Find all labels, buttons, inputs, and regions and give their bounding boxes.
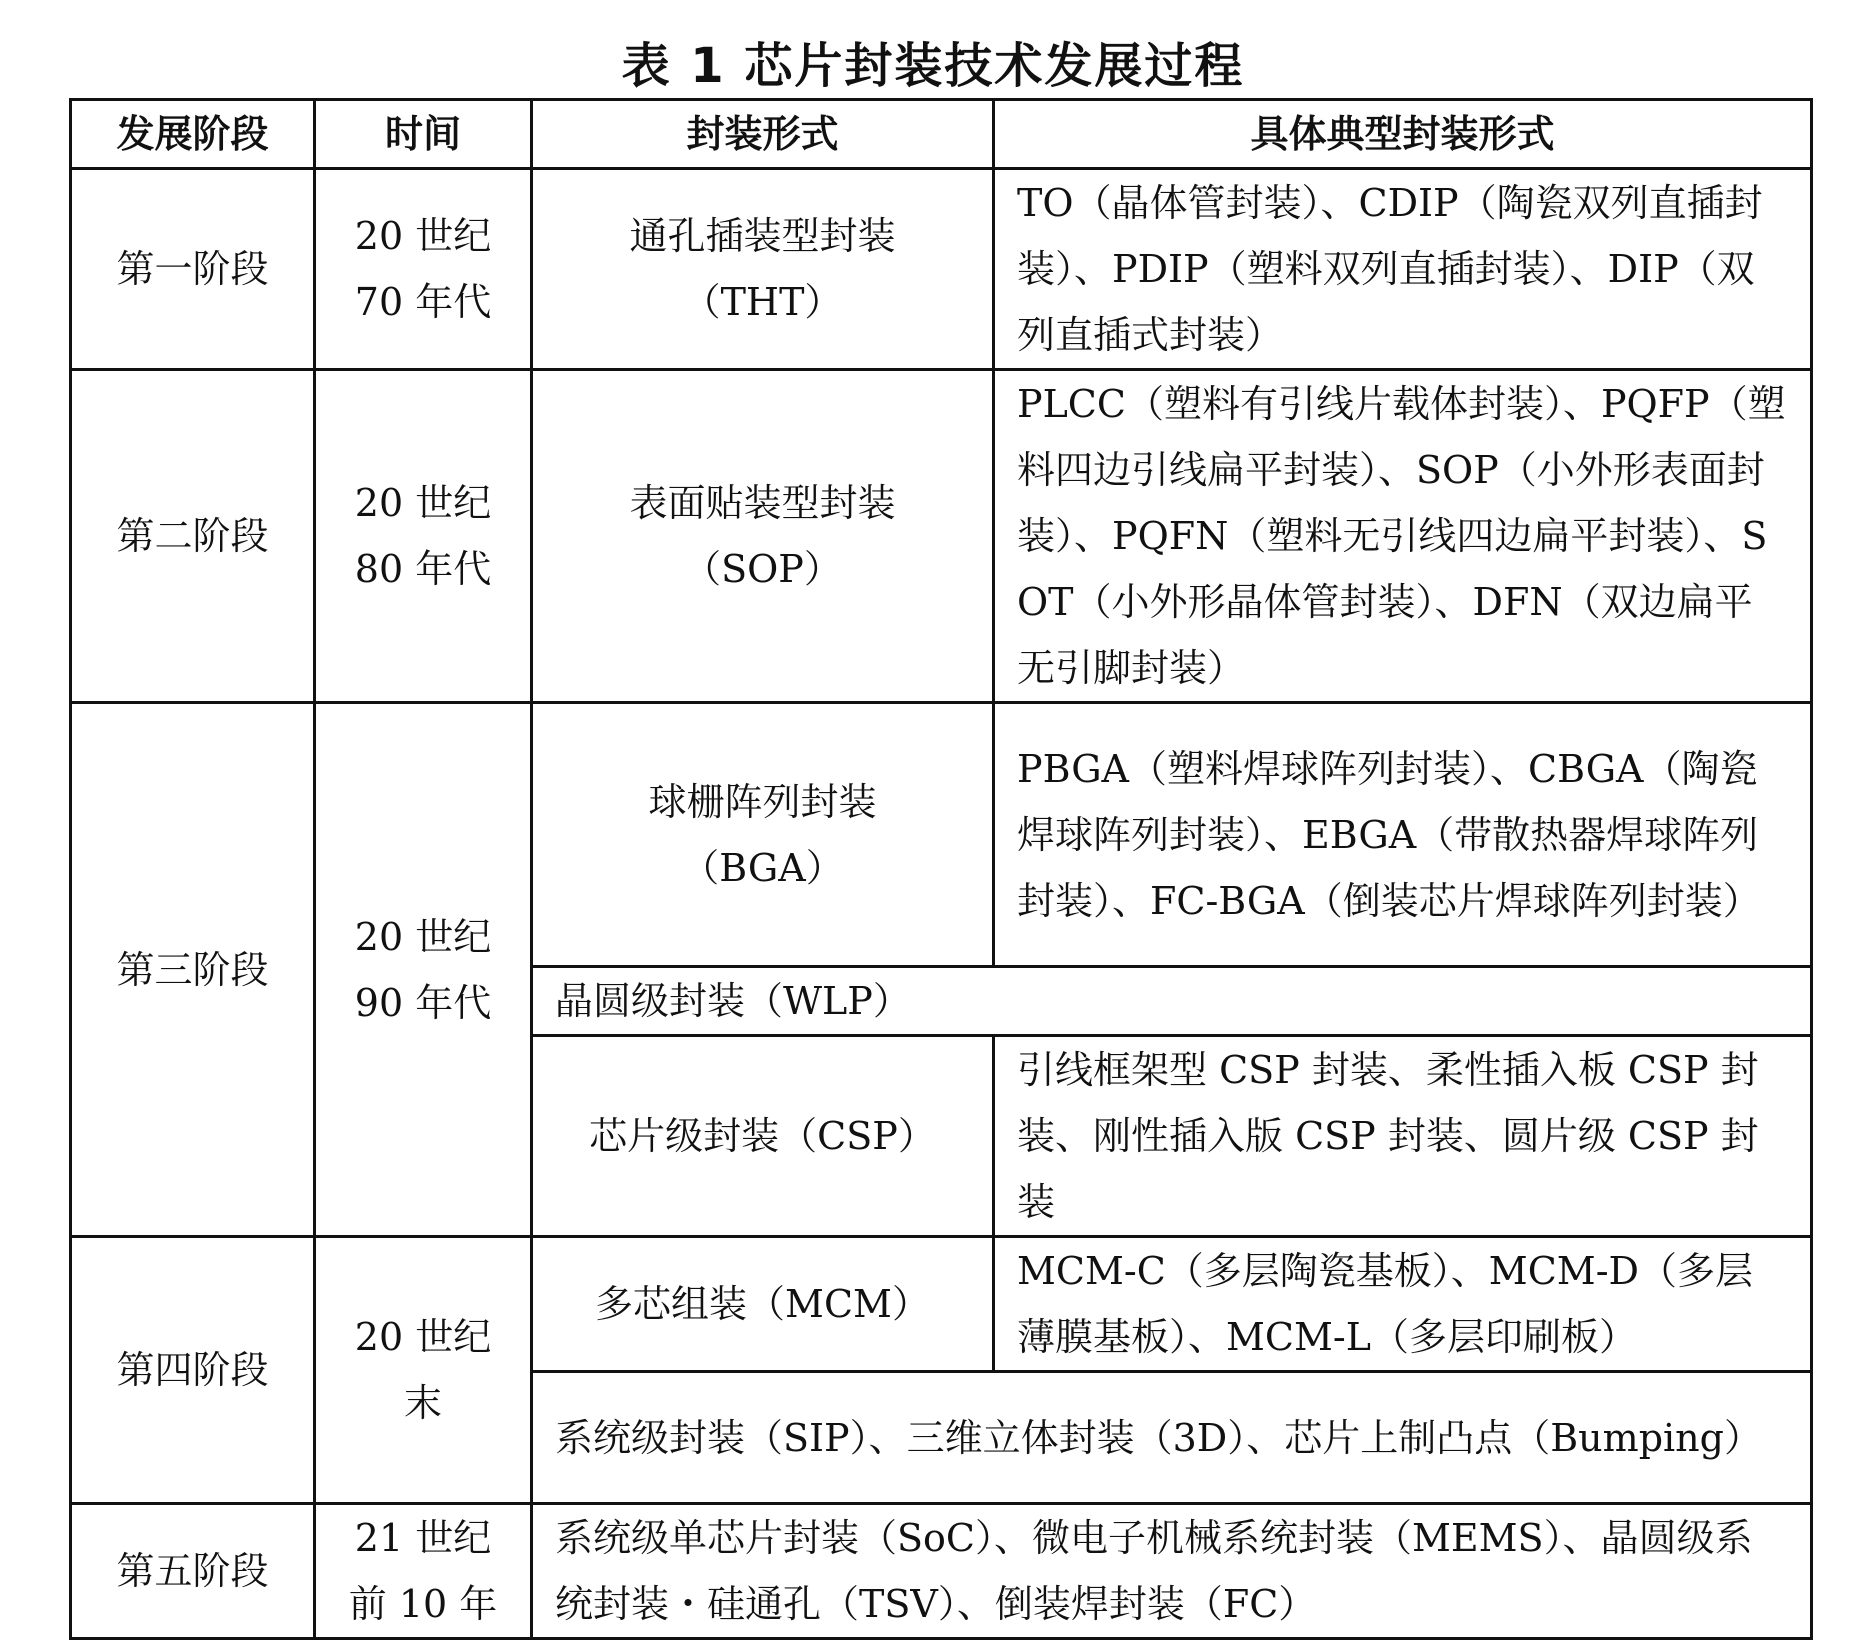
stage-cell: 第四阶段 — [71, 1237, 315, 1504]
time-cell — [315, 169, 532, 370]
table-row — [71, 1504, 1812, 1639]
table-row — [71, 703, 1812, 967]
time-line: 20 世纪 — [354, 481, 492, 525]
detail-cell: 系统级封装（SIP）、三维立体封装（3D）、芯片上制凸点（Bumping） — [532, 1372, 1812, 1504]
time-cell — [315, 703, 532, 1237]
table-row — [71, 370, 1812, 703]
detail-cell: PBGA（塑料焊球阵列封装）、CBGA（陶瓷焊球阵列封装）、EBGA（带散热器焊球阵列封装）、FC-BGA（倒装芯片焊球阵列封装） — [994, 703, 1812, 967]
time-cell — [315, 1504, 532, 1639]
packaging-history-table — [69, 98, 1813, 1640]
form-cell: 多芯组装（MCM） — [532, 1237, 994, 1372]
time-line: 前 10 年 — [348, 1582, 498, 1626]
header-row — [71, 100, 1812, 169]
stage-cell: 第二阶段 — [71, 370, 315, 703]
time-line: 90 年代 — [354, 980, 492, 1025]
form-line: 通孔插装型封装 — [629, 214, 896, 258]
table-title: 表 1 芯片封装技术发展过程 — [621, 38, 1245, 94]
time-line: 70 年代 — [354, 280, 492, 324]
table-row — [71, 1237, 1812, 1372]
detail-cell: MCM-C（多层陶瓷基板）、MCM-D（多层薄膜基板）、MCM-L（多层印刷板） — [994, 1237, 1812, 1372]
form-cell — [532, 169, 994, 370]
detail-cell: 引线框架型 CSP 封装、柔性插入板 CSP 封装、刚性插入版 CSP 封装、圆片级 CSP 封装 — [994, 1036, 1812, 1237]
detail-cell: PLCC（塑料有引线片载体封装）、PQFP（塑料四边引线扁平封装）、SOP（小外形表面封装）、PQFN（塑料无引线四边扁平封装）、SOT（小外形晶体管封装）、DFN（双边扁平无引脚封装） — [994, 370, 1812, 703]
time-line: 20 世纪 — [354, 1315, 492, 1359]
form-line: （THT） — [682, 280, 843, 324]
form-line: （BGA） — [681, 845, 844, 890]
time-cell — [315, 370, 532, 703]
detail-cell: TO（晶体管封装）、CDIP（陶瓷双列直插封装）、PDIP（塑料双列直插封装）、DIP（双列直插式封装） — [994, 169, 1812, 370]
time-line: 末 — [403, 1381, 442, 1425]
header-form: 封装形式 — [532, 100, 994, 169]
time-line: 80 年代 — [354, 547, 492, 591]
wlp-cell: 晶圆级封装（WLP） — [532, 967, 1812, 1036]
stage-cell: 第五阶段 — [71, 1504, 315, 1639]
form-line: 表面贴装型封装 — [629, 481, 896, 525]
form-line: （SOP） — [683, 547, 842, 591]
header-stage: 发展阶段 — [71, 100, 315, 169]
form-line: 球栅阵列封装 — [648, 779, 877, 824]
time-line: 21 世纪 — [354, 1516, 492, 1560]
time-line: 20 世纪 — [354, 914, 492, 959]
stage-cell: 第三阶段 — [71, 703, 315, 1237]
header-detail: 具体典型封装形式 — [994, 100, 1812, 169]
form-cell: 芯片级封装（CSP） — [532, 1036, 994, 1237]
detail-cell: 系统级单芯片封装（SoC）、微电子机械系统封装（MEMS）、晶圆级系统封装・硅通孔（TSV）、倒装焊封装（FC） — [532, 1504, 1812, 1639]
stage-cell: 第一阶段 — [71, 169, 315, 370]
table-row — [71, 169, 1812, 370]
time-line: 20 世纪 — [354, 214, 492, 258]
time-cell — [315, 1237, 532, 1504]
form-cell — [532, 370, 994, 703]
form-cell — [532, 703, 994, 967]
header-time: 时间 — [315, 100, 532, 169]
